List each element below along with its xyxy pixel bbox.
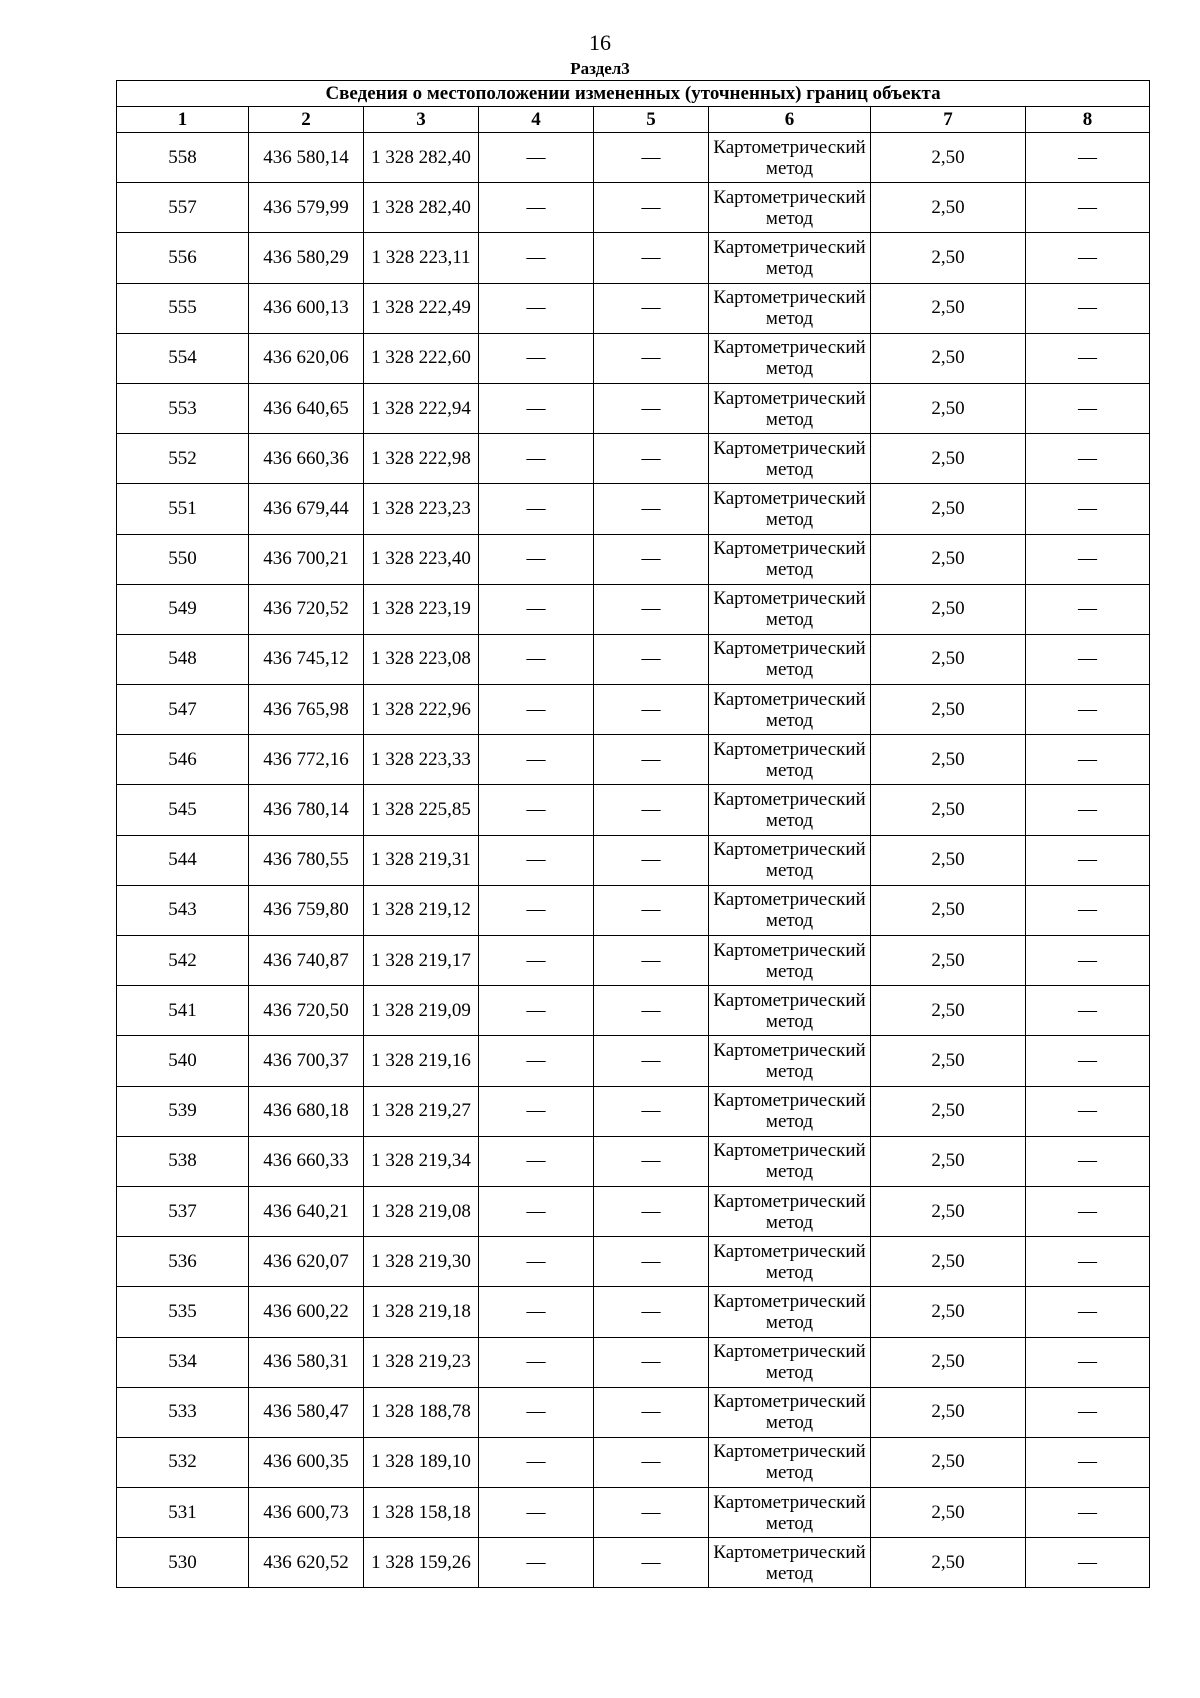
method-cell: Картометрический метод <box>709 434 871 484</box>
column-4-cell: — <box>479 333 594 383</box>
point-number-cell: 550 <box>117 534 249 584</box>
coord-x-cell: 436 600,22 <box>249 1287 364 1337</box>
column-5-cell: — <box>594 1287 709 1337</box>
column-5-cell: — <box>594 685 709 735</box>
point-number-cell: 554 <box>117 333 249 383</box>
column-5-cell: — <box>594 1387 709 1437</box>
column-8-cell: — <box>1026 383 1150 433</box>
column-header: 1 <box>117 107 249 133</box>
column-8-cell: — <box>1026 484 1150 534</box>
table-row <box>117 735 1150 785</box>
column-header: 5 <box>594 107 709 133</box>
coord-x-cell: 436 772,16 <box>249 735 364 785</box>
column-8-cell: — <box>1026 1036 1150 1086</box>
column-8-cell: — <box>1026 835 1150 885</box>
accuracy-cell: 2,50 <box>871 383 1026 433</box>
method-cell: Картометрический метод <box>709 986 871 1036</box>
accuracy-cell: 2,50 <box>871 835 1026 885</box>
column-8-cell: — <box>1026 1488 1150 1538</box>
column-4-cell: — <box>479 1337 594 1387</box>
point-number-cell: 537 <box>117 1186 249 1236</box>
coord-x-cell: 436 660,36 <box>249 434 364 484</box>
column-8-cell: — <box>1026 1337 1150 1387</box>
column-header: 7 <box>871 107 1026 133</box>
coord-x-cell: 436 740,87 <box>249 936 364 986</box>
table-row <box>117 534 1150 584</box>
accuracy-cell: 2,50 <box>871 233 1026 283</box>
coord-y-cell: 1 328 219,31 <box>364 835 479 885</box>
coord-y-cell: 1 328 219,12 <box>364 885 479 935</box>
table-row <box>117 885 1150 935</box>
table-row <box>117 785 1150 835</box>
coord-x-cell: 436 580,31 <box>249 1337 364 1387</box>
column-8-cell: — <box>1026 1136 1150 1186</box>
column-4-cell: — <box>479 1186 594 1236</box>
point-number-cell: 540 <box>117 1036 249 1086</box>
coord-y-cell: 1 328 219,27 <box>364 1086 479 1136</box>
table-row <box>117 183 1150 233</box>
method-cell: Картометрический метод <box>709 383 871 433</box>
accuracy-cell: 2,50 <box>871 685 1026 735</box>
column-8-cell: — <box>1026 1538 1150 1588</box>
column-5-cell: — <box>594 1036 709 1086</box>
table-row <box>117 1437 1150 1487</box>
accuracy-cell: 2,50 <box>871 1186 1026 1236</box>
coord-y-cell: 1 328 222,49 <box>364 283 479 333</box>
column-5-cell: — <box>594 1538 709 1588</box>
coord-x-cell: 436 580,14 <box>249 133 364 183</box>
point-number-cell: 535 <box>117 1287 249 1337</box>
accuracy-cell: 2,50 <box>871 1538 1026 1588</box>
table-row <box>117 484 1150 534</box>
accuracy-cell: 2,50 <box>871 634 1026 684</box>
method-cell: Картометрический метод <box>709 183 871 233</box>
coord-y-cell: 1 328 222,94 <box>364 383 479 433</box>
method-cell: Картометрический метод <box>709 1186 871 1236</box>
coord-y-cell: 1 328 225,85 <box>364 785 479 835</box>
point-number-cell: 534 <box>117 1337 249 1387</box>
point-number-cell: 531 <box>117 1488 249 1538</box>
table-row <box>117 133 1150 183</box>
table-row <box>117 1086 1150 1136</box>
column-5-cell: — <box>594 484 709 534</box>
coord-x-cell: 436 600,35 <box>249 1437 364 1487</box>
column-5-cell: — <box>594 785 709 835</box>
method-cell: Картометрический метод <box>709 233 871 283</box>
accuracy-cell: 2,50 <box>871 785 1026 835</box>
table-row <box>117 986 1150 1036</box>
point-number-cell: 538 <box>117 1136 249 1186</box>
coord-y-cell: 1 328 219,17 <box>364 936 479 986</box>
table-title: Сведения о местоположении измененных (уточненных) границ объекта <box>117 81 1150 107</box>
column-8-cell: — <box>1026 885 1150 935</box>
column-4-cell: — <box>479 1036 594 1086</box>
coord-x-cell: 436 600,73 <box>249 1488 364 1538</box>
accuracy-cell: 2,50 <box>871 1337 1026 1387</box>
column-5-cell: — <box>594 1237 709 1287</box>
accuracy-cell: 2,50 <box>871 735 1026 785</box>
coord-x-cell: 436 700,37 <box>249 1036 364 1086</box>
point-number-cell: 530 <box>117 1538 249 1588</box>
method-cell: Картометрический метод <box>709 133 871 183</box>
column-8-cell: — <box>1026 534 1150 584</box>
table-row <box>117 634 1150 684</box>
column-header: 6 <box>709 107 871 133</box>
point-number-cell: 536 <box>117 1237 249 1287</box>
column-5-cell: — <box>594 584 709 634</box>
column-header: 3 <box>364 107 479 133</box>
column-4-cell: — <box>479 936 594 986</box>
coord-y-cell: 1 328 282,40 <box>364 183 479 233</box>
column-8-cell: — <box>1026 986 1150 1036</box>
coord-x-cell: 436 720,52 <box>249 584 364 634</box>
method-cell: Картометрический метод <box>709 333 871 383</box>
column-5-cell: — <box>594 1136 709 1186</box>
column-4-cell: — <box>479 634 594 684</box>
point-number-cell: 555 <box>117 283 249 333</box>
column-8-cell: — <box>1026 634 1150 684</box>
method-cell: Картометрический метод <box>709 1538 871 1588</box>
column-4-cell: — <box>479 183 594 233</box>
column-4-cell: — <box>479 233 594 283</box>
column-4-cell: — <box>479 534 594 584</box>
column-8-cell: — <box>1026 283 1150 333</box>
coord-x-cell: 436 660,33 <box>249 1136 364 1186</box>
coord-x-cell: 436 620,07 <box>249 1237 364 1287</box>
accuracy-cell: 2,50 <box>871 1387 1026 1437</box>
table-row <box>117 936 1150 986</box>
coord-x-cell: 436 780,14 <box>249 785 364 835</box>
accuracy-cell: 2,50 <box>871 333 1026 383</box>
method-cell: Картометрический метод <box>709 685 871 735</box>
column-8-cell: — <box>1026 434 1150 484</box>
column-4-cell: — <box>479 434 594 484</box>
coord-y-cell: 1 328 282,40 <box>364 133 479 183</box>
accuracy-cell: 2,50 <box>871 133 1026 183</box>
accuracy-cell: 2,50 <box>871 1488 1026 1538</box>
point-number-cell: 546 <box>117 735 249 785</box>
column-5-cell: — <box>594 283 709 333</box>
column-4-cell: — <box>479 1136 594 1186</box>
coord-x-cell: 436 780,55 <box>249 835 364 885</box>
point-number-cell: 549 <box>117 584 249 634</box>
accuracy-cell: 2,50 <box>871 1036 1026 1086</box>
boundary-table <box>116 80 1150 1588</box>
column-4-cell: — <box>479 283 594 333</box>
table-row <box>117 1287 1150 1337</box>
column-5-cell: — <box>594 1437 709 1487</box>
column-header: 8 <box>1026 107 1150 133</box>
column-8-cell: — <box>1026 785 1150 835</box>
column-5-cell: — <box>594 986 709 1036</box>
accuracy-cell: 2,50 <box>871 434 1026 484</box>
coord-y-cell: 1 328 219,23 <box>364 1337 479 1387</box>
table-header-row <box>117 107 1150 133</box>
column-4-cell: — <box>479 785 594 835</box>
method-cell: Картометрический метод <box>709 1437 871 1487</box>
method-cell: Картометрический метод <box>709 634 871 684</box>
column-4-cell: — <box>479 1538 594 1588</box>
table-row <box>117 1237 1150 1287</box>
method-cell: Картометрический метод <box>709 1237 871 1287</box>
column-4-cell: — <box>479 986 594 1036</box>
method-cell: Картометрический метод <box>709 1036 871 1086</box>
column-4-cell: — <box>479 133 594 183</box>
coord-y-cell: 1 328 219,30 <box>364 1237 479 1287</box>
table-title-row <box>117 81 1150 107</box>
column-8-cell: — <box>1026 1086 1150 1136</box>
coord-y-cell: 1 328 223,08 <box>364 634 479 684</box>
coord-y-cell: 1 328 223,11 <box>364 233 479 283</box>
point-number-cell: 542 <box>117 936 249 986</box>
table-row <box>117 233 1150 283</box>
column-5-cell: — <box>594 1086 709 1136</box>
coord-y-cell: 1 328 222,60 <box>364 333 479 383</box>
coord-x-cell: 436 680,18 <box>249 1086 364 1136</box>
table-row <box>117 584 1150 634</box>
coord-y-cell: 1 328 223,19 <box>364 584 479 634</box>
column-4-cell: — <box>479 1086 594 1136</box>
coord-x-cell: 436 620,06 <box>249 333 364 383</box>
column-4-cell: — <box>479 484 594 534</box>
table-row <box>117 685 1150 735</box>
column-5-cell: — <box>594 434 709 484</box>
coord-y-cell: 1 328 159,26 <box>364 1538 479 1588</box>
column-5-cell: — <box>594 333 709 383</box>
point-number-cell: 558 <box>117 133 249 183</box>
column-4-cell: — <box>479 885 594 935</box>
coord-y-cell: 1 328 223,40 <box>364 534 479 584</box>
accuracy-cell: 2,50 <box>871 1287 1026 1337</box>
coord-y-cell: 1 328 189,10 <box>364 1437 479 1487</box>
column-4-cell: — <box>479 1387 594 1437</box>
coord-y-cell: 1 328 188,78 <box>364 1387 479 1437</box>
coord-x-cell: 436 580,29 <box>249 233 364 283</box>
point-number-cell: 533 <box>117 1387 249 1437</box>
column-5-cell: — <box>594 534 709 584</box>
column-4-cell: — <box>479 735 594 785</box>
coord-x-cell: 436 600,13 <box>249 283 364 333</box>
column-4-cell: — <box>479 1437 594 1487</box>
table-row <box>117 434 1150 484</box>
coord-x-cell: 436 580,47 <box>249 1387 364 1437</box>
column-8-cell: — <box>1026 1186 1150 1236</box>
method-cell: Картометрический метод <box>709 283 871 333</box>
column-4-cell: — <box>479 1237 594 1287</box>
point-number-cell: 548 <box>117 634 249 684</box>
method-cell: Картометрический метод <box>709 1387 871 1437</box>
column-5-cell: — <box>594 885 709 935</box>
point-number-cell: 545 <box>117 785 249 835</box>
accuracy-cell: 2,50 <box>871 885 1026 935</box>
coord-x-cell: 436 620,52 <box>249 1538 364 1588</box>
accuracy-cell: 2,50 <box>871 986 1026 1036</box>
method-cell: Картометрический метод <box>709 1086 871 1136</box>
coord-y-cell: 1 328 219,18 <box>364 1287 479 1337</box>
accuracy-cell: 2,50 <box>871 534 1026 584</box>
column-8-cell: — <box>1026 233 1150 283</box>
accuracy-cell: 2,50 <box>871 1086 1026 1136</box>
table-row <box>117 1036 1150 1086</box>
coord-x-cell: 436 640,65 <box>249 383 364 433</box>
column-4-cell: — <box>479 584 594 634</box>
point-number-cell: 557 <box>117 183 249 233</box>
coord-y-cell: 1 328 219,16 <box>364 1036 479 1086</box>
table-row <box>117 383 1150 433</box>
column-5-cell: — <box>594 936 709 986</box>
method-cell: Картометрический метод <box>709 1136 871 1186</box>
coord-x-cell: 436 745,12 <box>249 634 364 684</box>
table-row <box>117 1136 1150 1186</box>
table-row <box>117 1488 1150 1538</box>
method-cell: Картометрический метод <box>709 484 871 534</box>
column-5-cell: — <box>594 183 709 233</box>
point-number-cell: 541 <box>117 986 249 1036</box>
table-row <box>117 283 1150 333</box>
coord-y-cell: 1 328 219,34 <box>364 1136 479 1186</box>
table-row <box>117 1186 1150 1236</box>
column-4-cell: — <box>479 835 594 885</box>
coord-x-cell: 436 579,99 <box>249 183 364 233</box>
column-5-cell: — <box>594 383 709 433</box>
column-8-cell: — <box>1026 584 1150 634</box>
column-4-cell: — <box>479 1287 594 1337</box>
method-cell: Картометрический метод <box>709 785 871 835</box>
accuracy-cell: 2,50 <box>871 283 1026 333</box>
column-8-cell: — <box>1026 735 1150 785</box>
point-number-cell: 532 <box>117 1437 249 1487</box>
accuracy-cell: 2,50 <box>871 1437 1026 1487</box>
page-number: 16 <box>589 30 611 55</box>
coord-y-cell: 1 328 222,98 <box>364 434 479 484</box>
column-8-cell: — <box>1026 1387 1150 1437</box>
coord-y-cell: 1 328 223,33 <box>364 735 479 785</box>
coord-x-cell: 436 759,80 <box>249 885 364 935</box>
column-5-cell: — <box>594 634 709 684</box>
column-8-cell: — <box>1026 1287 1150 1337</box>
column-8-cell: — <box>1026 1437 1150 1487</box>
coord-y-cell: 1 328 219,08 <box>364 1186 479 1236</box>
accuracy-cell: 2,50 <box>871 584 1026 634</box>
coord-x-cell: 436 679,44 <box>249 484 364 534</box>
column-8-cell: — <box>1026 183 1150 233</box>
column-5-cell: — <box>594 233 709 283</box>
coord-y-cell: 1 328 219,09 <box>364 986 479 1036</box>
table-row <box>117 1387 1150 1437</box>
coord-y-cell: 1 328 223,23 <box>364 484 479 534</box>
column-header: 4 <box>479 107 594 133</box>
column-8-cell: — <box>1026 333 1150 383</box>
point-number-cell: 544 <box>117 835 249 885</box>
accuracy-cell: 2,50 <box>871 936 1026 986</box>
method-cell: Картометрический метод <box>709 936 871 986</box>
column-8-cell: — <box>1026 133 1150 183</box>
column-4-cell: — <box>479 685 594 735</box>
coord-y-cell: 1 328 158,18 <box>364 1488 479 1538</box>
column-8-cell: — <box>1026 685 1150 735</box>
point-number-cell: 556 <box>117 233 249 283</box>
method-cell: Картометрический метод <box>709 1337 871 1387</box>
column-8-cell: — <box>1026 936 1150 986</box>
column-4-cell: — <box>479 1488 594 1538</box>
column-5-cell: — <box>594 735 709 785</box>
coord-y-cell: 1 328 222,96 <box>364 685 479 735</box>
column-5-cell: — <box>594 133 709 183</box>
coord-x-cell: 436 720,50 <box>249 986 364 1036</box>
column-4-cell: — <box>479 383 594 433</box>
coord-x-cell: 436 640,21 <box>249 1186 364 1236</box>
column-header: 2 <box>249 107 364 133</box>
coord-x-cell: 436 700,21 <box>249 534 364 584</box>
accuracy-cell: 2,50 <box>871 183 1026 233</box>
column-5-cell: — <box>594 1488 709 1538</box>
column-5-cell: — <box>594 1186 709 1236</box>
method-cell: Картометрический метод <box>709 1287 871 1337</box>
method-cell: Картометрический метод <box>709 1488 871 1538</box>
point-number-cell: 539 <box>117 1086 249 1136</box>
method-cell: Картометрический метод <box>709 584 871 634</box>
section-title: Раздел3 <box>570 59 630 78</box>
method-cell: Картометрический метод <box>709 534 871 584</box>
coord-x-cell: 436 765,98 <box>249 685 364 735</box>
table-row <box>117 1538 1150 1588</box>
point-number-cell: 543 <box>117 885 249 935</box>
table-body <box>117 133 1150 1588</box>
table-row <box>117 333 1150 383</box>
method-cell: Картометрический метод <box>709 835 871 885</box>
point-number-cell: 551 <box>117 484 249 534</box>
point-number-cell: 552 <box>117 434 249 484</box>
point-number-cell: 553 <box>117 383 249 433</box>
accuracy-cell: 2,50 <box>871 1237 1026 1287</box>
accuracy-cell: 2,50 <box>871 484 1026 534</box>
column-5-cell: — <box>594 1337 709 1387</box>
column-8-cell: — <box>1026 1237 1150 1287</box>
column-5-cell: — <box>594 835 709 885</box>
table-row <box>117 835 1150 885</box>
method-cell: Картометрический метод <box>709 735 871 785</box>
point-number-cell: 547 <box>117 685 249 735</box>
accuracy-cell: 2,50 <box>871 1136 1026 1186</box>
table-row <box>117 1337 1150 1387</box>
method-cell: Картометрический метод <box>709 885 871 935</box>
